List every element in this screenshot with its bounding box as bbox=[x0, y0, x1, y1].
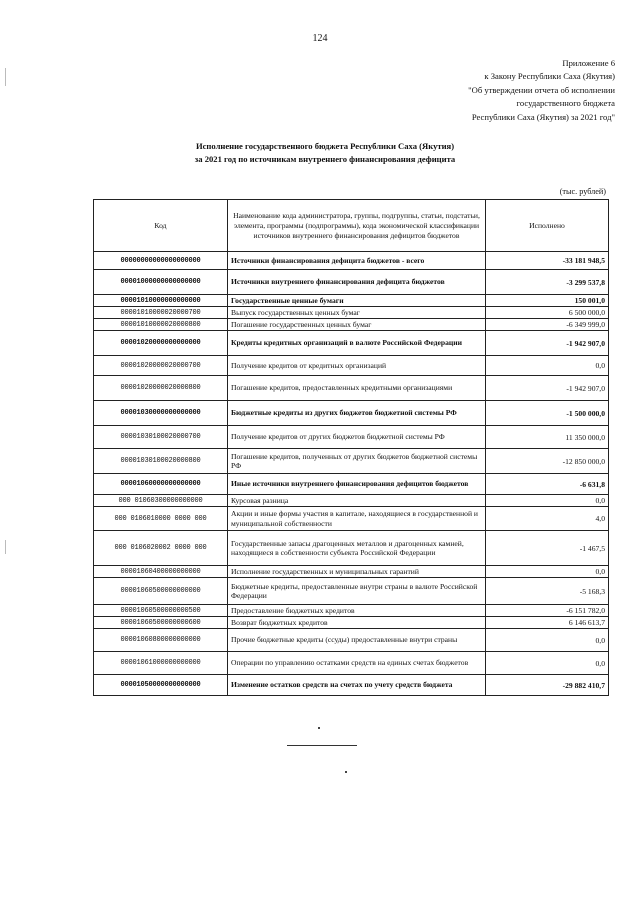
row-amount: -6 631,8 bbox=[486, 474, 609, 495]
page-number: 124 bbox=[312, 33, 328, 44]
row-amount: 0,0 bbox=[486, 356, 609, 376]
row-amount: 4,0 bbox=[486, 507, 609, 531]
row-amount: -6 349 999,0 bbox=[486, 319, 609, 331]
table-row bbox=[94, 617, 609, 629]
row-name: Получение кредитов от кредитных организаций bbox=[228, 356, 486, 376]
row-amount: -6 151 782,0 bbox=[486, 605, 609, 617]
row-code: 000 01060300000000000 bbox=[94, 495, 228, 507]
row-name: Источники внутреннего финансирования дефицита бюджетов bbox=[228, 270, 486, 295]
header-code: Код bbox=[94, 200, 228, 252]
table-row bbox=[94, 495, 609, 507]
row-code: 00001060800000000000 bbox=[94, 629, 228, 652]
row-amount: 11 350 000,0 bbox=[486, 426, 609, 449]
table-row bbox=[94, 319, 609, 331]
row-name: Кредиты кредитных организаций в валюте Российской Федерации bbox=[228, 331, 486, 356]
row-name: Прочие бюджетные кредиты (ссуды) предоставленные внутри страны bbox=[228, 629, 486, 652]
table-row bbox=[94, 356, 609, 376]
row-name: Возврат бюджетных кредитов bbox=[228, 617, 486, 629]
row-amount: 6 146 613,7 bbox=[486, 617, 609, 629]
title-line: за 2021 год по источникам внутреннего финансирования дефицита bbox=[194, 153, 456, 164]
table-header-row bbox=[94, 200, 609, 252]
appendix-line: Приложение 6 bbox=[562, 58, 615, 68]
units-label: (тыс. рублей) bbox=[559, 187, 606, 196]
row-code: 00001010000000000000 bbox=[94, 295, 228, 307]
table-row bbox=[94, 449, 609, 474]
row-code: 00001060400000000000 bbox=[94, 566, 228, 578]
document-title bbox=[100, 140, 550, 165]
row-amount: 6 500 000,0 bbox=[486, 307, 609, 319]
table-row bbox=[94, 578, 609, 605]
scan-speck bbox=[318, 727, 320, 729]
row-amount: -1 942 907,0 bbox=[486, 331, 609, 356]
table-row bbox=[94, 270, 609, 295]
row-code: 00000000000000000000 bbox=[94, 252, 228, 270]
row-amount: -12 850 000,0 bbox=[486, 449, 609, 474]
table-row bbox=[94, 531, 609, 566]
row-code: 00001061000000000000 bbox=[94, 652, 228, 675]
row-name: Государственные ценные бумаги bbox=[228, 295, 486, 307]
row-code: 00001010000020000700 bbox=[94, 307, 228, 319]
row-code: 00001020000020000800 bbox=[94, 376, 228, 401]
row-name: Операции по управлению остатками средств на единых счетах бюджетов bbox=[228, 652, 486, 675]
row-code: 00001060000000000000 bbox=[94, 474, 228, 495]
table-row bbox=[94, 295, 609, 307]
table-row bbox=[94, 426, 609, 449]
table-row bbox=[94, 652, 609, 675]
budget-table bbox=[93, 199, 609, 696]
row-amount: -1 500 000,0 bbox=[486, 401, 609, 426]
row-name: Погашение кредитов, полученных от других бюджетов бюджетной системы РФ bbox=[228, 449, 486, 474]
row-name: Бюджетные кредиты из других бюджетов бюджетной системы РФ bbox=[228, 401, 486, 426]
appendix-line: государственного бюджета bbox=[516, 98, 615, 109]
scan-speck bbox=[345, 771, 347, 773]
row-name: Курсовая разница bbox=[228, 495, 486, 507]
row-amount: -1 467,5 bbox=[486, 531, 609, 566]
signature-line bbox=[287, 745, 357, 746]
row-name: Изменение остатков средств на счетах по учету средств бюджета bbox=[228, 675, 486, 696]
row-name: Иные источники внутреннего финансирования дефицитов бюджетов bbox=[228, 474, 486, 495]
row-code: 00001000000000000000 bbox=[94, 270, 228, 295]
table-row bbox=[94, 507, 609, 531]
row-code: 00001020000020000700 bbox=[94, 356, 228, 376]
row-code: 000 0106010000 0000 000 bbox=[94, 507, 228, 531]
row-name: Государственные запасы драгоценных металлов и драгоценных камней, находящиеся в собственности субъекта Российской Федерации bbox=[228, 531, 486, 566]
row-name: Погашение государственных ценных бумаг bbox=[228, 319, 486, 331]
row-code: 00001020000000000000 bbox=[94, 331, 228, 356]
scan-edge-mark bbox=[5, 540, 6, 554]
row-code: 00001030100020000700 bbox=[94, 426, 228, 449]
table-row bbox=[94, 376, 609, 401]
table-row bbox=[94, 307, 609, 319]
row-name: Бюджетные кредиты, предоставленные внутри страны в валюте Российской Федерации bbox=[228, 578, 486, 605]
row-code: 00001060500000000500 bbox=[94, 605, 228, 617]
appendix-line: "Об утверждении отчета об исполнении bbox=[468, 84, 615, 95]
table-row bbox=[94, 252, 609, 270]
row-amount: -5 168,3 bbox=[486, 578, 609, 605]
scan-edge-mark bbox=[5, 68, 6, 86]
row-code: 00001060500000000000 bbox=[94, 578, 228, 605]
table-row bbox=[94, 605, 609, 617]
row-amount: -3 299 537,8 bbox=[486, 270, 609, 295]
row-code: 00001060500000000600 bbox=[94, 617, 228, 629]
table-row bbox=[94, 401, 609, 426]
table-row bbox=[94, 675, 609, 696]
row-name: Получение кредитов от других бюджетов бюджетной системы РФ bbox=[228, 426, 486, 449]
row-code: 00001010000020000800 bbox=[94, 319, 228, 331]
row-amount: 0,0 bbox=[486, 652, 609, 675]
row-code: 00001050000000000000 bbox=[94, 675, 228, 696]
table-row bbox=[94, 331, 609, 356]
row-code: 00001030000000000000 bbox=[94, 401, 228, 426]
row-name: Источники финансирования дефицита бюджетов - всего bbox=[228, 252, 486, 270]
row-code: 000 0106020002 0000 000 bbox=[94, 531, 228, 566]
row-amount: -1 942 907,0 bbox=[486, 376, 609, 401]
row-name: Выпуск государственных ценных бумаг bbox=[228, 307, 486, 319]
row-amount: 150 001,0 bbox=[486, 295, 609, 307]
row-amount: 0,0 bbox=[486, 629, 609, 652]
appendix-line: Республики Саха (Якутия) за 2021 год" bbox=[471, 111, 615, 122]
title-line: Исполнение государственного бюджета Республики Саха (Якутия) bbox=[195, 141, 455, 151]
row-name: Акции и иные формы участия в капитале, находящиеся в государственной и муниципальной собственности bbox=[228, 507, 486, 531]
row-amount: 0,0 bbox=[486, 495, 609, 507]
table-row bbox=[94, 566, 609, 578]
appendix-note bbox=[375, 57, 615, 124]
header-name: Наименование кода администратора, группы, подгруппы, статьи, подстатьи, элемента, программы (подпрограммы), кода экономической классификации источников внутреннего финансирования дефицитов бюджетов bbox=[228, 200, 486, 252]
row-amount: -33 181 948,5 bbox=[486, 252, 609, 270]
row-code: 00001030100020000800 bbox=[94, 449, 228, 474]
appendix-line: к Закону Республики Саха (Якутия) bbox=[484, 71, 615, 82]
row-amount: 0,0 bbox=[486, 566, 609, 578]
table-row bbox=[94, 629, 609, 652]
row-name: Предоставление бюджетных кредитов bbox=[228, 605, 486, 617]
table-row bbox=[94, 474, 609, 495]
row-amount: -29 882 410,7 bbox=[486, 675, 609, 696]
header-amount: Исполнено bbox=[486, 200, 609, 252]
row-name: Погашение кредитов, предоставленных кредитными организациями bbox=[228, 376, 486, 401]
row-name: Исполнение государственных и муниципальных гарантий bbox=[228, 566, 486, 578]
